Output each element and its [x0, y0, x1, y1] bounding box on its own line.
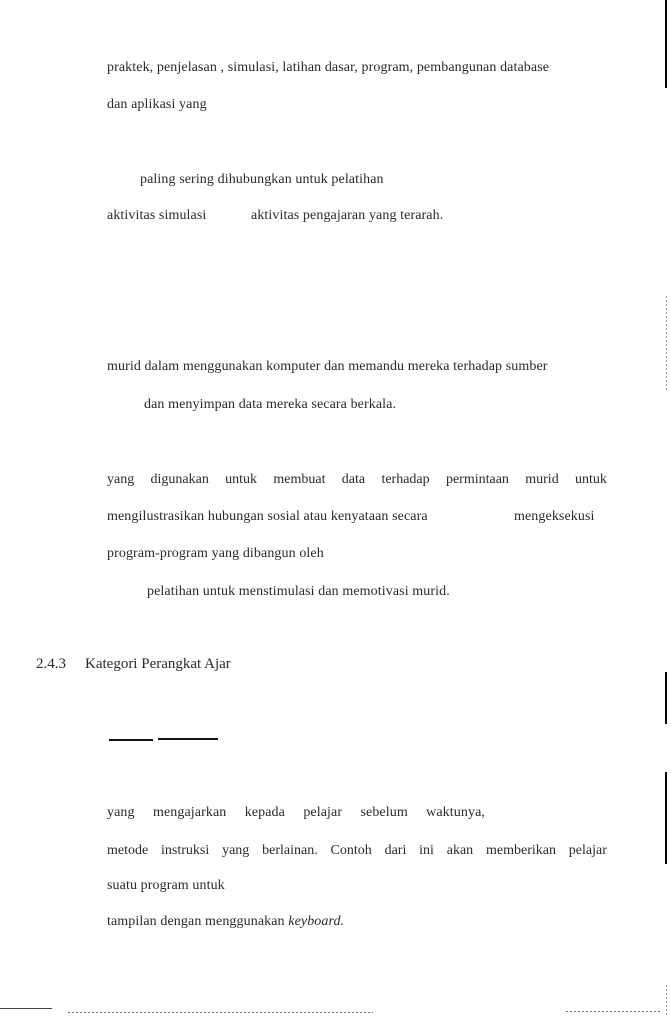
text-line: program-program yang dibangun oleh [107, 546, 324, 561]
text-line: pelatihan untuk menstimulasi dan memotivasi murid. [147, 584, 450, 599]
text-line: murid dalam menggunakan komputer dan memandu mereka terhadap sumber [107, 359, 548, 374]
word: dari [384, 843, 407, 858]
scan-noise-line [68, 1012, 373, 1013]
text-line [107, 804, 485, 822]
text-line: mengeksekusi [514, 509, 595, 524]
word: instruksi [161, 843, 210, 858]
word: mengajarkan [152, 805, 227, 820]
scan-edge-dots-bottom [666, 985, 667, 1015]
text-line-justified [107, 471, 607, 489]
text-segment: tampilan dengan menggunakan [107, 914, 289, 929]
word: yang [222, 843, 250, 858]
text-line: aktivitas simulasi [107, 208, 207, 223]
word: Contoh [330, 843, 372, 858]
word: yang [107, 472, 135, 487]
word: pelajar [303, 805, 343, 820]
section-title: Kategori Perangkat Ajar [85, 656, 231, 672]
word: data [341, 472, 366, 487]
scan-edge-mark-middle [665, 672, 667, 724]
text-line: dan menyimpan data mereka secara berkala. [144, 397, 397, 412]
word: permintaan [445, 472, 509, 487]
footer-rule [0, 1008, 52, 1009]
word: pelajar [568, 843, 607, 858]
scan-edge-mark-top [665, 0, 667, 88]
word: ini [419, 843, 434, 858]
word: sebelum [360, 805, 408, 820]
scan-edge-dots [666, 296, 667, 392]
emphasis-text: keyboard. [288, 914, 345, 929]
word: yang [107, 805, 135, 820]
text-line [107, 913, 344, 931]
word: berlainan. [262, 843, 318, 858]
word: memberikan [485, 843, 556, 858]
text-line: paling sering dihubungkan untuk pelatihan [140, 172, 384, 187]
word: untuk [225, 472, 258, 487]
word: waktunya, [426, 805, 485, 820]
text-line: dan aplikasi yang [107, 97, 207, 112]
word: metode [107, 843, 149, 858]
underline-bar [158, 738, 218, 740]
word: terhadap [381, 472, 430, 487]
text-line: aktivitas pengajaran yang terarah. [251, 208, 444, 223]
word: murid [525, 472, 559, 487]
word: kepada [244, 805, 285, 820]
text-line: praktek, penjelasan , simulasi, latihan dasar, program, pembangunan database [107, 60, 550, 75]
word: membuat [273, 472, 326, 487]
word: digunakan [150, 472, 209, 487]
text-line: suatu program untuk [107, 878, 225, 893]
text-line: mengilustrasikan hubungan sosial atau kenyataan secara [107, 509, 428, 524]
scan-noise-line [566, 1011, 661, 1012]
underline-bar [109, 739, 153, 741]
section-number: 2.4.3 [36, 656, 66, 672]
scan-edge-mark-bottom [665, 772, 667, 864]
word: akan [446, 843, 474, 858]
text-line-justified [107, 842, 607, 860]
word: untuk [575, 472, 607, 487]
